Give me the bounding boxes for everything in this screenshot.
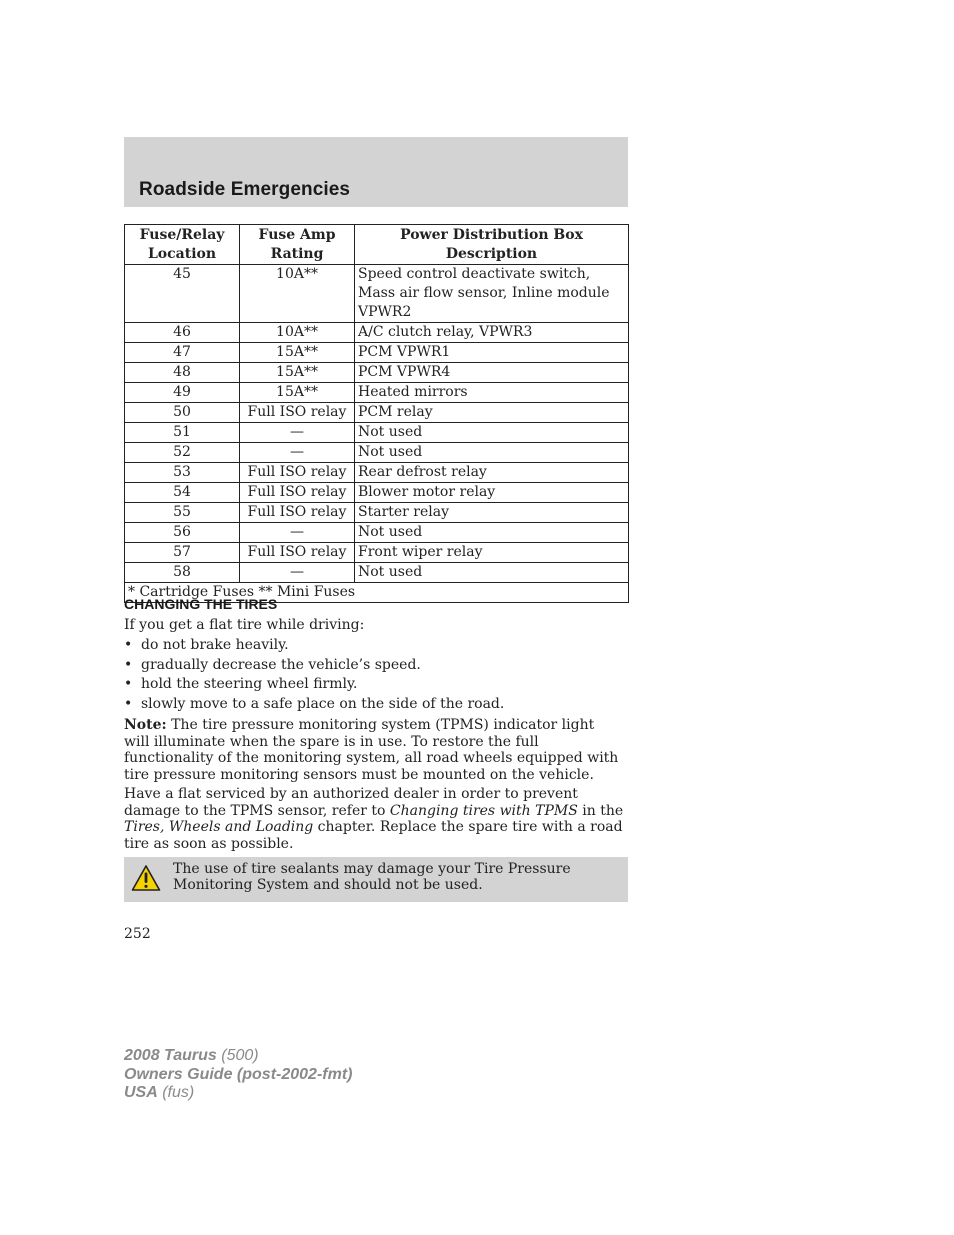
cell-rating: 10A** (240, 323, 355, 343)
table-row (125, 383, 629, 403)
cell-rating: Full ISO relay (240, 463, 355, 483)
cell-rating: — (240, 523, 355, 543)
cell-location: 52 (125, 443, 240, 463)
table-row (125, 503, 629, 523)
cell-rating: — (240, 443, 355, 463)
footer-line-guide: Owners Guide (post-2002-fmt) (124, 1065, 353, 1083)
cell-rating: Full ISO relay (240, 483, 355, 503)
cell-location: 50 (125, 403, 240, 423)
table-row (125, 443, 629, 463)
table-row (125, 563, 629, 583)
cell-description: A/C clutch relay, VPWR3 (355, 323, 629, 343)
cell-rating: — (240, 423, 355, 443)
chapter-reference: Changing tires with TPMS (389, 802, 578, 819)
bullet-icon: • (124, 676, 133, 693)
cell-description: PCM VPWR1 (355, 343, 629, 363)
table-row (125, 423, 629, 443)
table-header-row (125, 225, 629, 265)
fuse-table (124, 224, 629, 603)
cell-description: Not used (355, 443, 629, 463)
intro-text: If you get a flat tire while driving: (124, 617, 365, 633)
table-footnote: * Cartridge Fuses ** Mini Fuses (125, 583, 629, 603)
cell-rating: 15A** (240, 383, 355, 403)
cell-location: 58 (125, 563, 240, 583)
cell-description: Heated mirrors (355, 383, 629, 403)
table-row (125, 265, 629, 323)
cell-location: 49 (125, 383, 240, 403)
table-row (125, 363, 629, 383)
cell-description: PCM relay (355, 403, 629, 423)
note-paragraph: Note: The tire pressure monitoring system (TPMS) indicator light will illuminate when the spare is in use. To restore the full functionality of the monitoring system, all road wheels equipped with tire pressure monitoring sensors must be mounted on the vehicle. (124, 717, 619, 783)
cell-rating: 15A** (240, 343, 355, 363)
cell-location: 55 (125, 503, 240, 523)
cell-description: Starter relay (355, 503, 629, 523)
service-paragraph: Have a flat serviced by an authorized dealer in order to prevent damage to the TPMS sensor, refer to Changing tires with TPMS in the Tires, Wheels and Loading chapter. Replace the spare tire with a road tire as soon as possible. (124, 786, 624, 852)
header-description: Power Distribution Box Description (355, 225, 629, 265)
table-row (125, 323, 629, 343)
cell-description: Speed control deactivate switch, Mass air flow sensor, Inline module VPWR2 (355, 265, 629, 323)
header-location: Fuse/Relay Location (125, 225, 240, 265)
table-row (125, 523, 629, 543)
cell-rating: 10A** (240, 265, 355, 323)
bullet-icon: • (124, 656, 133, 673)
cell-description: Not used (355, 563, 629, 583)
note-label: Note: (124, 717, 167, 733)
table-row (125, 483, 629, 503)
cell-location: 56 (125, 523, 240, 543)
warning-triangle-icon (131, 864, 161, 892)
cell-rating: Full ISO relay (240, 403, 355, 423)
table-row (125, 463, 629, 483)
cell-location: 45 (125, 265, 240, 323)
bullet-list (124, 637, 504, 716)
table-row (125, 403, 629, 423)
section-header (124, 137, 628, 207)
cell-location: 46 (125, 323, 240, 343)
cell-description: Blower motor relay (355, 483, 629, 503)
warning-text: The use of tire sealants may damage your Tire Pressure Monitoring System and should not be used. (173, 861, 571, 893)
cell-location: 48 (125, 363, 240, 383)
warning-box (124, 857, 628, 902)
list-item: • slowly move to a safe place on the side of the road. (124, 696, 505, 713)
cell-description: Front wiper relay (355, 543, 629, 563)
table-row (125, 343, 629, 363)
cell-rating: Full ISO relay (240, 543, 355, 563)
bullet-icon: • (124, 696, 133, 713)
cell-rating: 15A** (240, 363, 355, 383)
header-rating: Fuse Amp Rating (240, 225, 355, 265)
section-title: CHANGING THE TIRES (124, 596, 278, 612)
bullet-icon: • (124, 637, 133, 653)
cell-location: 47 (125, 343, 240, 363)
cell-location: 51 (125, 423, 240, 443)
list-item: • do not brake heavily. (124, 637, 289, 653)
cell-description: PCM VPWR4 (355, 363, 629, 383)
cell-location: 57 (125, 543, 240, 563)
page-number: 252 (124, 926, 151, 942)
page-title: Roadside Emergencies (139, 179, 351, 200)
cell-location: 53 (125, 463, 240, 483)
footer-line-model: 2008 Taurus (500) (124, 1047, 259, 1064)
cell-description: Not used (355, 523, 629, 543)
document-footer (124, 1047, 352, 1103)
list-item: • gradually decrease the vehicle’s speed. (124, 656, 421, 673)
chapter-reference: Tires, Wheels and Loading (124, 819, 314, 835)
table-row (125, 543, 629, 563)
list-item: • hold the steering wheel firmly. (124, 676, 358, 693)
footer-line-market: USA (fus) (124, 1084, 195, 1101)
cell-location: 54 (125, 483, 240, 503)
cell-rating: Full ISO relay (240, 503, 355, 523)
cell-rating: — (240, 563, 355, 583)
cell-description: Not used (355, 423, 629, 443)
cell-description: Rear defrost relay (355, 463, 629, 483)
